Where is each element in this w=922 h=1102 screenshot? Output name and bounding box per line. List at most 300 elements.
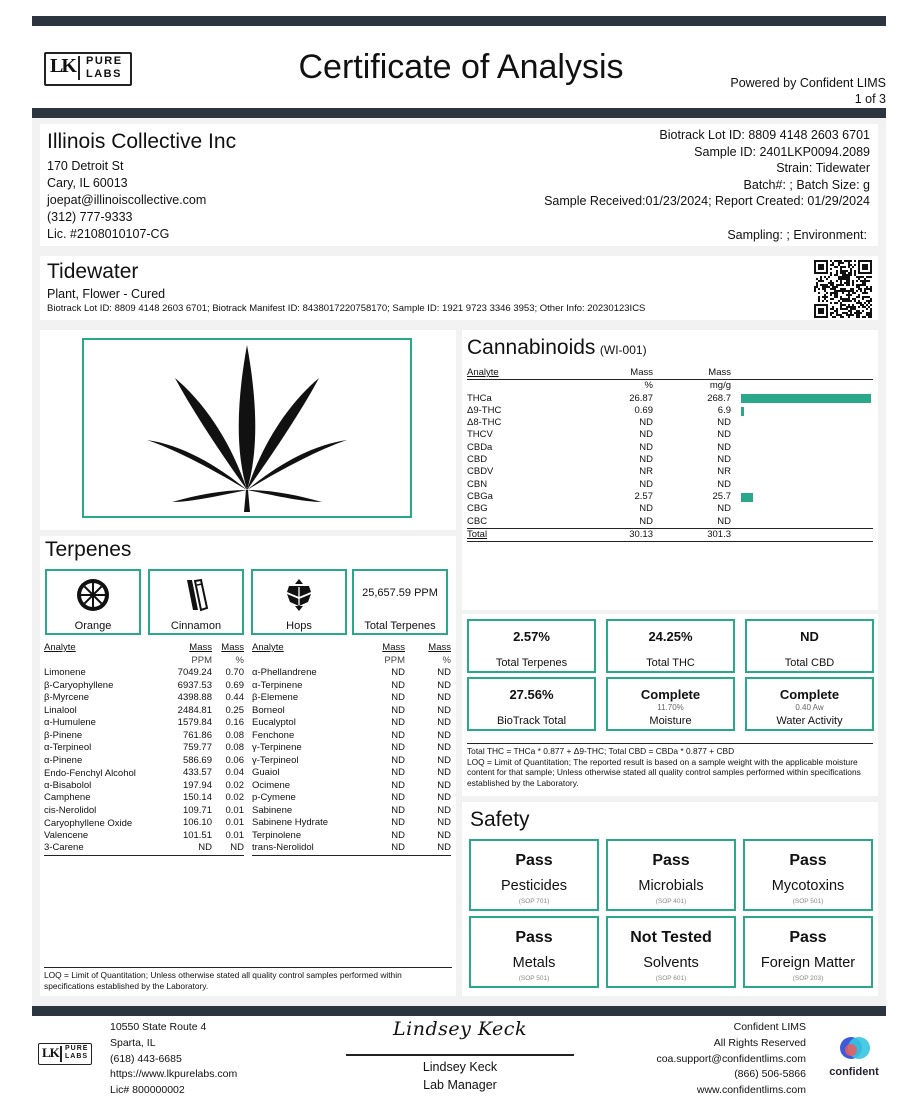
cannabinoid-name: CBD (467, 454, 488, 466)
table-row (44, 792, 244, 805)
cinnamon-icon (150, 577, 242, 618)
terpene-ppm: ND (391, 804, 405, 816)
client-license: Lic. #2108010107-CG (47, 227, 170, 241)
terpenes-table-left (44, 642, 244, 856)
terpene-ppm: 1579.84 (177, 717, 212, 728)
aroma-label: Hops (286, 620, 312, 632)
terpene-pct: ND (437, 667, 451, 678)
total-terpenes-card (352, 569, 448, 635)
terpene-pct: 0.44 (225, 692, 244, 703)
terpene-pct: 0.08 (225, 742, 244, 753)
table-row (252, 680, 451, 693)
cannabinoids-title: Cannabinoids (467, 336, 596, 359)
terpene-pct: 0.02 (225, 779, 244, 791)
terpene-ppm: 761.86 (182, 729, 212, 741)
terpene-pct: ND (437, 804, 451, 816)
terpene-pct: ND (437, 704, 451, 716)
terpene-ppm: 106.10 (182, 817, 212, 828)
terpene-pct: ND (437, 729, 451, 741)
cannabinoid-name: CBDV (467, 466, 494, 478)
terpene-pct: ND (437, 679, 451, 691)
lab-phone: (618) 443-6685 (110, 1052, 182, 1065)
safety-sop: (SOP 701) (518, 898, 550, 905)
product-name: Tidewater (47, 260, 139, 283)
terpene-name: α-Phellandrene (252, 667, 317, 678)
table-row (44, 805, 244, 818)
summary-card (606, 677, 735, 731)
total-label: Total (467, 528, 488, 540)
table-row (44, 730, 244, 743)
total-mg: 301.3 (707, 528, 731, 540)
terp-col-analyte-r: Analyte (252, 642, 284, 653)
terpene-ppm: ND (391, 817, 405, 828)
terpene-name: α-Pinene (44, 754, 83, 766)
client-phone: (312) 777-9333 (47, 210, 133, 224)
table-row (44, 780, 244, 793)
terpene-pct: 0.69 (225, 679, 244, 691)
footer-divider (32, 1006, 886, 1016)
table-row (252, 767, 451, 780)
col-mass-mg: Mass (708, 367, 731, 378)
summary-value: Complete (779, 687, 840, 702)
safety-test-name: Mycotoxins (771, 878, 845, 894)
terpene-name: γ-Terpinene (252, 742, 302, 753)
terpene-ppm: 433.57 (182, 767, 212, 778)
terpene-pct: 0.01 (225, 804, 244, 816)
terpene-name: Ocimene (252, 779, 291, 791)
footer-logo-line2: LABS (65, 1053, 89, 1060)
cannabinoid-name: THCa (467, 392, 492, 404)
table-row (467, 429, 873, 441)
cannabinoid-mg: ND (717, 441, 731, 453)
safety-result: Pass (515, 852, 553, 869)
terpene-pct: 0.70 (225, 667, 244, 678)
cannabinoid-bar (741, 407, 744, 416)
table-row (252, 842, 451, 855)
cannabinoid-mg: ND (717, 429, 731, 441)
footer-lab-logo (38, 1043, 94, 1065)
summary-label: BioTrack Total (496, 715, 567, 727)
safety-result: Pass (789, 852, 827, 869)
terpenes-right-wrap (252, 642, 451, 856)
terpene-pct: ND (437, 742, 451, 753)
terpenes-left-wrap (44, 642, 244, 856)
table-row (44, 692, 244, 705)
lab-address2: Sparta, IL (110, 1036, 156, 1049)
safety-card (606, 839, 736, 911)
lot-id: Biotrack Lot ID: 8809 4148 2603 6701 (659, 128, 870, 142)
terpene-name: β-Elemene (252, 692, 299, 703)
terpene-name: Sabinene Hydrate (252, 817, 329, 828)
terpene-pct: ND (230, 842, 244, 853)
aroma-card (45, 569, 141, 635)
batch: Batch#: ; Batch Size: g (743, 177, 870, 192)
terpene-pct: ND (437, 767, 451, 778)
summary-card (467, 677, 596, 731)
table-row (252, 667, 451, 680)
cannabinoid-name: THCV (467, 429, 493, 441)
terpene-name: Fenchone (252, 729, 295, 741)
cannabinoid-name: CBG (467, 503, 488, 515)
cannabinoid-mg: ND (717, 515, 731, 527)
terpene-name: Endo-Fenchyl Alcohol (44, 767, 136, 779)
terpenes-table-right (252, 642, 451, 856)
safety-result: Pass (515, 929, 553, 946)
aroma-card (251, 569, 347, 635)
top-bar (32, 16, 886, 26)
strain: Strain: Tidewater (776, 161, 870, 175)
terpene-name: Camphene (44, 792, 91, 803)
lims-url[interactable]: www.confidentlims.com (696, 1084, 806, 1097)
dates: Sample Received:01/23/2024; Report Created: 01/29/2024 (544, 194, 870, 208)
table-row (467, 393, 873, 405)
summary-notes (467, 743, 873, 788)
header-divider (32, 108, 886, 118)
summary-note-1: Total THC = THCa * 0.877 + Δ9-THC; Total CBD = CBDa * 0.877 + CBD (467, 746, 735, 756)
table-row (252, 780, 451, 793)
summary-note-2: LOQ = Limit of Quantitation; The reported result is based on a sample weight with the applicable moisture content for that sample; Unless otherwise stated all quality control samples performed within specifications established by the Laboratory. (467, 756, 861, 788)
cannabinoid-pct: ND (639, 478, 653, 490)
cannabinoid-mg: 6.9 (717, 404, 731, 416)
client-email: joepat@illinoiscollective.com (47, 193, 207, 207)
terpene-name: Guaiol (252, 767, 280, 778)
summary-card (745, 677, 874, 731)
terpene-ppm: ND (391, 692, 405, 703)
cannabinoid-mg: 268.7 (707, 392, 731, 404)
terpene-ppm: 586.69 (182, 754, 212, 766)
table-row (252, 805, 451, 818)
table-row (467, 516, 873, 529)
summary-card (606, 619, 735, 673)
cannabinoid-pct: NR (639, 466, 653, 478)
terpene-name: α-Bisabolol (44, 779, 92, 791)
cannabinoid-name: CBN (467, 478, 488, 490)
terp-col-pct-r: Mass (428, 642, 451, 653)
lab-logo-line1: PURE (86, 55, 123, 67)
hops-icon (253, 577, 345, 618)
table-row (252, 717, 451, 730)
terpene-ppm: 759.77 (182, 742, 212, 753)
safety-test-name: Metals (512, 955, 556, 971)
terp-unit-pct: % (235, 654, 244, 666)
cannabinoid-pct: ND (639, 441, 653, 453)
table-row (252, 792, 451, 805)
signer-title: Lab Manager (423, 1078, 497, 1092)
safety-card (469, 839, 599, 911)
terpene-name: α-Humulene (44, 717, 96, 728)
safety-sop: (SOP 601) (655, 975, 687, 982)
table-row (467, 479, 873, 491)
terpene-name: trans-Nerolidol (252, 842, 314, 853)
signature: Lindsey Keck (393, 1018, 527, 1040)
table-row (44, 830, 244, 843)
terpene-ppm: ND (391, 829, 405, 841)
confident-logo-icon (824, 1032, 884, 1064)
table-row (44, 742, 244, 755)
terpenes-footnote: LOQ = Limit of Quantitation; Unless otherwise stated all quality control samples performed within specifications established by the Laboratory. (44, 967, 452, 991)
table-row (467, 417, 873, 429)
cannabinoid-bar (741, 493, 753, 502)
lims-rights: All Rights Reserved (713, 1036, 806, 1049)
col-analyte: Analyte (467, 367, 499, 378)
product-type: Plant, Flower - Cured (47, 287, 166, 301)
product-image-frame (82, 338, 412, 518)
lims-email[interactable]: coa.support@confidentlims.com (656, 1052, 806, 1065)
terp-col-ppm-r: Mass (382, 642, 405, 653)
terpene-ppm: 150.14 (182, 792, 212, 803)
client-address2: Cary, IL 60013 (47, 176, 128, 190)
table-row (44, 717, 244, 730)
terpene-pct: ND (437, 779, 451, 791)
cannabinoid-mg: ND (717, 478, 731, 490)
cannabinoid-pct: 26.87 (629, 392, 653, 404)
terpene-ppm: 101.51 (182, 829, 212, 841)
cannabinoid-mg: 25.7 (712, 490, 731, 502)
summary-label: Water Activity (776, 715, 843, 727)
aroma-label: Cinnamon (170, 620, 222, 632)
safety-sop: (SOP 501) (518, 975, 550, 982)
cannabinoid-name: Δ8-THC (467, 417, 502, 429)
terpene-ppm: ND (391, 729, 405, 741)
total-pct: 30.13 (629, 528, 653, 540)
terpene-name: Sabinene (252, 804, 293, 816)
lims-phone: (866) 506-5866 (734, 1068, 806, 1081)
col-mass-pct: Mass (630, 367, 653, 378)
terpene-ppm: 7049.24 (177, 667, 212, 678)
aroma-label: Orange (74, 620, 112, 632)
terp-col-ppm: Mass (189, 642, 212, 653)
cannabinoid-mg: ND (717, 417, 731, 429)
lab-logo-line2: LABS (86, 68, 122, 80)
table-row (467, 454, 873, 466)
summary-label: Total Terpenes (495, 657, 568, 669)
cannabinoid-name: CBC (467, 515, 488, 527)
terpene-ppm: ND (391, 667, 405, 678)
footer-logo-mark: LK (42, 1045, 59, 1060)
summary-value: 24.25% (648, 629, 693, 644)
powered-by: Powered by Confident LIMS (730, 76, 886, 90)
summary-sub: 0.40 Aw (795, 703, 824, 712)
summary-card (745, 619, 874, 673)
terpene-name: γ-Terpineol (252, 754, 299, 766)
safety-result: Pass (789, 929, 827, 946)
terpene-ppm: ND (391, 779, 405, 791)
terpene-ppm: ND (391, 792, 405, 803)
terp-col-analyte: Analyte (44, 642, 76, 653)
table-row (467, 503, 873, 515)
terpene-pct: ND (437, 754, 451, 766)
terpene-pct: 0.01 (225, 817, 244, 828)
table-row (467, 491, 873, 503)
cannabinoid-mg: ND (717, 454, 731, 466)
terpene-pct: ND (437, 717, 451, 728)
cannabinoids-table (467, 367, 873, 542)
cannabinoids-method: (WI-001) (599, 343, 647, 357)
cannabinoid-bar (741, 394, 871, 403)
terpene-ppm: ND (391, 679, 405, 691)
terpene-ppm: ND (391, 754, 405, 766)
signature-line (346, 1054, 574, 1056)
page-number: 1 of 3 (854, 92, 886, 106)
cannabinoid-name: CBDa (467, 441, 493, 453)
terp-unit-ppm-r: PPM (384, 654, 405, 666)
confident-logo-text: confident (829, 1066, 879, 1078)
terpene-name: β-Pinene (44, 729, 83, 741)
terp-unit-pct-r: % (442, 654, 451, 666)
cannabis-leaf-icon (84, 340, 410, 516)
cannabinoid-pct: ND (639, 503, 653, 515)
terpene-name: α-Terpinene (252, 679, 303, 691)
summary-value: 27.56% (509, 687, 554, 702)
cannabinoid-pct: ND (639, 429, 653, 441)
signer-name: Lindsey Keck (422, 1060, 498, 1074)
terpene-name: 3-Carene (44, 842, 84, 853)
safety-result: Not Tested (630, 929, 712, 946)
cannabinoid-mg: ND (717, 503, 731, 515)
table-row (252, 730, 451, 743)
client-address1: 170 Detroit St (47, 159, 124, 173)
table-row (252, 755, 451, 768)
summary-value: Complete (640, 687, 701, 702)
confident-logo (824, 1032, 884, 1080)
page-title: Certificate of Analysis (298, 48, 624, 86)
footer-logo-line1: PURE (65, 1045, 89, 1052)
unit-pct: % (644, 380, 653, 392)
table-row (44, 705, 244, 718)
safety-title: Safety (470, 808, 530, 831)
terpene-ppm: 2484.81 (177, 704, 212, 716)
terpene-pct: ND (437, 817, 451, 828)
terp-col-pct: Mass (221, 642, 244, 653)
terpene-ppm: ND (391, 767, 405, 778)
terpene-ppm: ND (391, 704, 405, 716)
table-row (252, 692, 451, 705)
cannabinoid-name: Δ9-THC (467, 404, 502, 416)
lab-address1: 10550 State Route 4 (110, 1021, 207, 1033)
terpene-pct: 0.01 (225, 829, 244, 841)
terpene-pct: 0.08 (225, 729, 244, 741)
table-row (44, 667, 244, 680)
aroma-card (148, 569, 244, 635)
summary-card (467, 619, 596, 673)
terpene-name: Limonene (44, 667, 86, 678)
table-row (44, 767, 244, 780)
safety-sop: (SOP 203) (792, 975, 824, 982)
safety-test-name: Foreign Matter (760, 955, 856, 971)
terpene-name: β-Myrcene (44, 692, 90, 703)
safety-test-name: Solvents (643, 955, 699, 971)
safety-card (606, 916, 736, 988)
table-row (252, 705, 451, 718)
terpenes-title: Terpenes (45, 538, 132, 561)
table-row (252, 817, 451, 830)
safety-card (743, 839, 873, 911)
unit-mg: mg/g (709, 380, 731, 392)
terpene-ppm: ND (198, 842, 212, 853)
client-name: Illinois Collective Inc (47, 130, 237, 153)
terpene-pct: ND (437, 792, 451, 803)
safety-sop: (SOP 401) (655, 898, 687, 905)
terpene-name: cis-Nerolidol (44, 804, 97, 816)
terpene-ppm: 4398.88 (177, 692, 212, 703)
safety-card (743, 916, 873, 988)
terpene-ppm: 6937.53 (177, 679, 212, 691)
terpene-ppm: 197.94 (182, 779, 212, 791)
qr-code (814, 260, 872, 318)
cannabinoid-pct: ND (639, 417, 653, 429)
lab-url[interactable]: https://www.lkpurelabs.com (110, 1068, 238, 1081)
terpene-ppm: 109.71 (182, 804, 212, 816)
terpene-ppm: ND (391, 842, 405, 853)
orange-icon (47, 577, 139, 618)
terpene-pct: 0.02 (225, 792, 244, 803)
terpene-name: Caryophyllene Oxide (44, 817, 133, 829)
cannabinoid-pct: 2.57 (634, 490, 653, 502)
table-row (44, 842, 244, 855)
safety-sop: (SOP 501) (792, 898, 824, 905)
safety-card (469, 916, 599, 988)
table-row (467, 405, 873, 417)
safety-test-name: Pesticides (500, 878, 568, 894)
terpene-pct: 0.25 (225, 704, 244, 716)
terpene-pct: ND (437, 692, 451, 703)
cannabinoid-name: CBGa (467, 490, 493, 502)
product-ids: Biotrack Lot ID: 8809 4148 2603 6701; Biotrack Manifest ID: 8438017220758170; Sample ID: 1921 9723 3346 3953; Other Info: 20230123ICS (47, 303, 646, 314)
terpene-name: Terpinolene (252, 829, 302, 841)
safety-result: Pass (652, 852, 690, 869)
cannabinoid-pct: ND (639, 515, 653, 527)
summary-value: ND (800, 629, 819, 644)
terpene-name: Linalool (44, 704, 77, 716)
terp-unit-ppm: PPM (191, 654, 212, 666)
table-row (44, 755, 244, 768)
terpene-pct: 0.16 (225, 717, 244, 728)
table-row (44, 680, 244, 693)
terpene-name: β-Caryophyllene (44, 679, 114, 691)
table-row (44, 817, 244, 830)
terpene-pct: ND (437, 829, 451, 841)
terpene-name: Eucalyptol (252, 717, 296, 728)
lab-logo-mark: LK (50, 55, 75, 77)
summary-value: 2.57% (513, 629, 550, 644)
terpene-ppm: ND (391, 717, 405, 728)
total-terpenes-label: Total Terpenes (364, 620, 436, 632)
cannabinoids-table-wrap (467, 367, 873, 542)
cannabinoid-mg: NR (717, 466, 731, 478)
terpene-pct: 0.06 (225, 754, 244, 766)
table-row (252, 742, 451, 755)
table-row (467, 442, 873, 454)
cannabinoid-pct: ND (639, 454, 653, 466)
safety-test-name: Microbials (638, 878, 704, 894)
terpene-ppm: ND (391, 742, 405, 753)
terpene-name: α-Terpineol (44, 742, 92, 753)
terpene-name: Valencene (44, 829, 89, 841)
lab-license: Lic# 800000002 (110, 1084, 185, 1097)
table-row (252, 830, 451, 843)
sampling: Sampling: ; Environment: (727, 228, 867, 242)
lims-name: Confident LIMS (733, 1021, 806, 1033)
terpene-pct: ND (437, 842, 451, 853)
table-row (467, 466, 873, 478)
summary-label: Total CBD (784, 657, 835, 669)
sample-id: Sample ID: 2401LKP0094.2089 (694, 144, 870, 159)
terpene-name: p-Cymene (252, 792, 296, 803)
terpene-pct: 0.04 (225, 767, 244, 778)
terpene-name: Borneol (252, 704, 285, 716)
total-terpenes-value: 25,657.59 PPM (362, 587, 438, 599)
summary-label: Total THC (646, 657, 695, 669)
